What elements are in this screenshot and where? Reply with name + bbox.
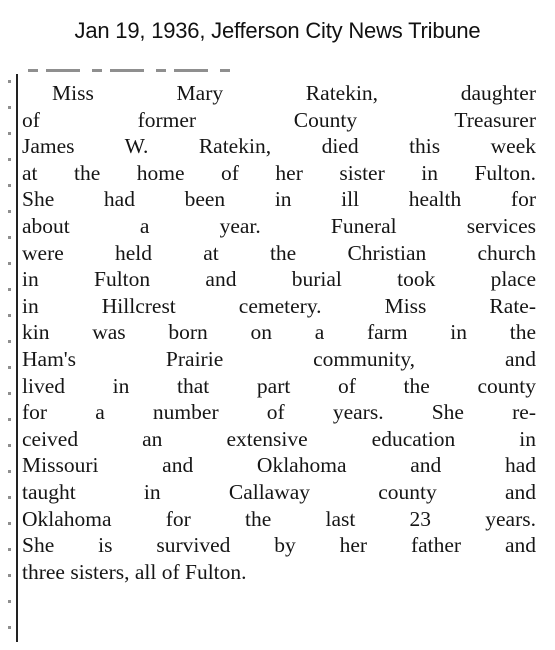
column-rule — [16, 74, 18, 642]
article-line: Ham's Prairie community, and — [22, 346, 536, 371]
article-line: taught in Callaway county and — [22, 479, 536, 504]
article-line: of former County Treasurer — [22, 107, 536, 132]
torn-header-remnant — [28, 69, 238, 72]
article-line: in Fulton and burial took place — [22, 267, 536, 292]
article-line: ceived an extensive education in — [22, 426, 536, 451]
article-line: Oklahoma for the last 23 years. — [22, 506, 536, 531]
article-line: lived in that part of the county — [22, 373, 536, 398]
obituary-text — [22, 80, 536, 585]
article-line: Missouri and Oklahoma and had — [22, 453, 536, 478]
article-line: three sisters, all of Fulton. — [22, 559, 247, 584]
article-line: in Hillcrest cemetery. Miss Rate- — [22, 293, 536, 318]
article-line: She had been in ill health for — [22, 187, 536, 212]
article-line: about a year. Funeral services — [22, 213, 536, 238]
article-line: at the home of her sister in Fulton. — [22, 160, 536, 185]
article-line: were held at the Christian church — [22, 240, 536, 265]
article-line: James W. Ratekin, died this week — [22, 134, 536, 159]
column-edge-marks — [8, 80, 11, 640]
article-line: She is survived by her father and — [22, 533, 536, 558]
clipping-caption: Jan 19, 1936, Jefferson City News Tribune — [74, 18, 481, 43]
newspaper-clipping — [8, 62, 544, 646]
article-line: for a number of years. She re- — [22, 400, 536, 425]
article-line: kin was born on a farm in the — [22, 320, 536, 345]
article-line: Miss Mary Ratekin, daughter — [52, 81, 536, 105]
